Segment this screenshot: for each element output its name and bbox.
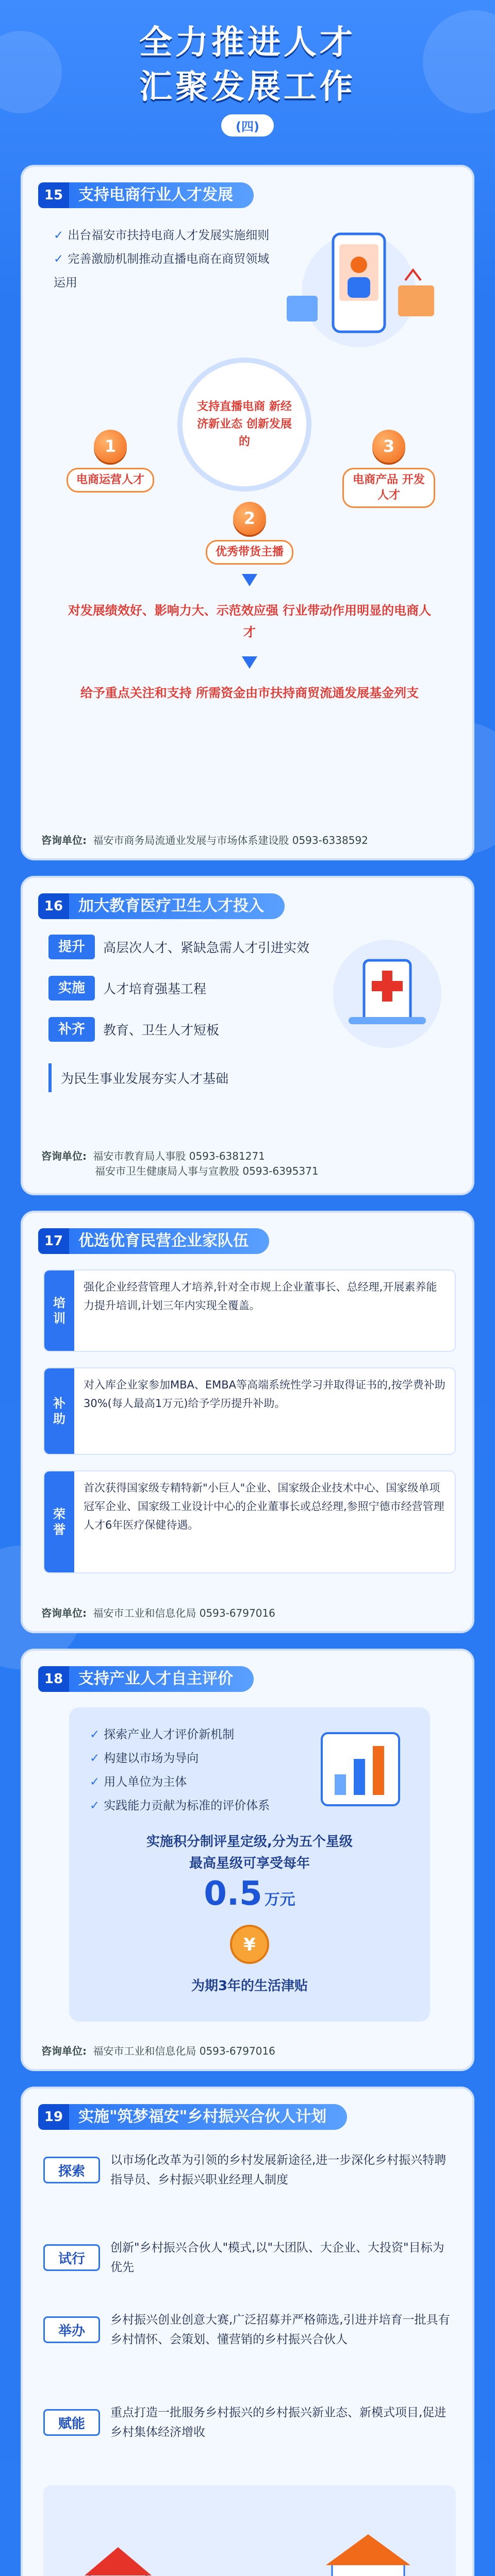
section-18-card (21, 1649, 474, 2071)
section-19-card (21, 2087, 474, 2576)
policy-row (48, 976, 206, 1001)
down-arrow-icon (242, 574, 257, 589)
talent-node-2 (203, 502, 296, 565)
consult-label: 咨询单位: (41, 834, 87, 846)
section-number: 17 (38, 1228, 69, 1254)
row-tag: 培训 (44, 1270, 74, 1351)
row-text: 首次获得国家级专精特新"小巨人"企业、国家级企业技术中心、国家级单项冠军企业、国家级工业设计中心的企业董事长或总经理,参照宁德市经营管理人才6年医疗保健待遇。 (84, 1482, 444, 1531)
row-tag: 补助 (44, 1368, 74, 1454)
policy-row (48, 935, 309, 959)
row-tag: 荣誉 (44, 1471, 74, 1572)
amount-unit: 万元 (264, 1891, 295, 1909)
bullet-item: ✓ 用人单位为主体 (90, 1770, 270, 1794)
consult-contact: 福安市工业和信息化局 0593-6797016 (93, 1607, 275, 1619)
row-tag: 赋能 (43, 2409, 100, 2436)
section-number: 19 (38, 2104, 69, 2130)
bullet-item: ✓ 实践能力贡献为标准的评价体系 (90, 1794, 270, 1818)
row-text: 教育、卫生人才短板 (103, 1023, 220, 1038)
header-title-line2: 汇聚发展工作 (139, 68, 356, 106)
policy-row (43, 1470, 456, 1573)
section-17-heading (38, 1224, 472, 1258)
row-text: 对入库企业家参加MBA、EMBA等高端系统性学习并取得证书的,按学费补助30%(每人最高1万元)给予学历提升补助。 (84, 1379, 446, 1410)
bullet-list (90, 1723, 270, 1818)
bullet-item: ✓ 探索产业人才评价新机制 (90, 1723, 270, 1747)
node-label: 电商运营人才 (67, 468, 154, 493)
summary-text: 为民生事业发展夯实人才基础 (48, 1063, 238, 1092)
node-number: 3 (372, 430, 405, 463)
village-partners-illustration (43, 2485, 456, 2576)
row-text: 创新"乡村振兴合伙人"模式,以"大团队、大企业、大投资"目标为优先 (110, 2241, 444, 2274)
consult-contact: 福安市教育局人事股 0593-6381271 (93, 1150, 265, 1162)
grade-text: 最高星级可享受每年 (189, 1856, 310, 1871)
talent-node-1 (64, 430, 157, 493)
section-title: 支持产业人才自主评价 (69, 1666, 254, 1692)
grade-text: 实施积分制评星定级,分为五个星级 (146, 1834, 353, 1850)
consult-contact: 福安市卫生健康局人事与宣教股 0593-6395371 (95, 1165, 319, 1177)
row-tag: 探索 (43, 2157, 100, 2183)
section-number: 16 (38, 893, 69, 919)
row-text: 高层次人才、紧缺急需人才引进实效 (103, 940, 310, 955)
row-text: 人才培育强基工程 (103, 981, 207, 996)
row-tag: 举办 (43, 2316, 100, 2343)
consult-label: 咨询单位: (41, 1607, 87, 1619)
section-15-card (21, 165, 474, 860)
policy-row (43, 1269, 456, 1352)
row-tag: 实施 (48, 976, 95, 1001)
policy-target-text: 对发展绩效好、影响力大、示范效应强 行业带动作用明显的电商人才 (68, 603, 432, 639)
row-tag: 试行 (43, 2244, 100, 2271)
consult-contact: 福安市工业和信息化局 0593-6797016 (93, 2045, 275, 2057)
consult-label: 咨询单位: (41, 2045, 87, 2057)
svg-text:¥: ¥ (243, 1935, 256, 1955)
down-arrow-icon (242, 656, 257, 672)
consult-info (41, 1148, 319, 1178)
policy-support-text: 给予重点关注和支持 所需资金由市扶持商贸流通发展基金列支 (80, 686, 419, 700)
section-title: 优选优育民营企业家队伍 (69, 1228, 269, 1254)
bullet-item: ✓ 出台福安市扶持电商人才发展实施细则 (54, 224, 270, 247)
row-text: 强化企业经营管理人才培养,针对全市规上企业董事长、总经理,开展素养能力提升培训,计划三年内实现全覆盖。 (84, 1281, 437, 1312)
bullet-item: ✓ 构建以市场为导向 (90, 1747, 270, 1770)
policy-row (43, 1367, 456, 1455)
bullet-item: ✓ 完善激励机制推动直播电商在商贸领域运用 (54, 247, 270, 295)
consult-contact: 福安市商务局流通业发展与市场体系建设股 0593-6338592 (93, 834, 368, 846)
evaluation-chart-illustration (311, 1723, 409, 1816)
section-title: 实施"筑梦福安"乡村振兴合伙人计划 (69, 2104, 347, 2130)
center-hub-text: 支持直播电商 新经济新业态 创新发展的 (177, 358, 311, 492)
bullet-list (54, 224, 270, 295)
consult-label: 咨询单位: (41, 1150, 87, 1162)
subsidy-duration: 为期3年的生活津贴 (191, 1978, 308, 1994)
subsidy-amount (69, 1875, 430, 1913)
section-number: 15 (38, 182, 69, 208)
section-title: 加大教育医疗卫生人才投入 (69, 893, 285, 919)
section-16-card (21, 876, 474, 1195)
policy-row (43, 2150, 456, 2190)
amount-value: 0.5 (204, 1875, 262, 1913)
row-text: 重点打造一批服务乡村振兴的乡村振兴新业态、新模式项目,促进乡村集体经济增收 (110, 2406, 447, 2439)
section-16-heading (38, 889, 472, 923)
row-text: 乡村振兴创业创意大赛,广泛招募并严格筛选,引进并培育一批具有乡村情怀、会策划、懂营销的乡村振兴合伙人 (110, 2313, 450, 2346)
evaluation-panel (69, 1707, 430, 2022)
medical-education-illustration (328, 935, 447, 1053)
policy-row (43, 2310, 456, 2349)
node-number: 1 (94, 430, 127, 463)
row-tag: 补齐 (48, 1017, 95, 1042)
section-17-card (21, 1211, 474, 1633)
row-text: 以市场化改革为引领的乡村发展新途径,进一步深化乡村振兴特聘指导员、乡村振兴职业经理人制度 (110, 2154, 447, 2187)
header-title-line1: 全力推进人才 (139, 24, 356, 62)
section-19-heading (38, 2100, 472, 2134)
coin-icon (229, 1924, 270, 1965)
policy-row (48, 1017, 219, 1042)
phone-shopping-illustration (266, 224, 452, 347)
row-tag: 提升 (48, 935, 95, 959)
node-label: 电商产品 开发人才 (342, 468, 435, 508)
consult-info (41, 2043, 275, 2058)
consult-info (41, 832, 368, 847)
section-15-heading (38, 178, 472, 212)
section-18-heading (38, 1662, 472, 1696)
header-badge: (四) (221, 114, 274, 137)
page-header (0, 0, 495, 160)
section-title: 支持电商行业人才发展 (69, 182, 254, 208)
talent-node-3 (342, 430, 435, 508)
policy-row (43, 2238, 456, 2277)
node-label: 优秀带货主播 (206, 540, 293, 565)
node-number: 2 (233, 502, 266, 535)
consult-info (41, 1605, 275, 1620)
section-number: 18 (38, 1666, 69, 1692)
policy-row (43, 2403, 456, 2442)
